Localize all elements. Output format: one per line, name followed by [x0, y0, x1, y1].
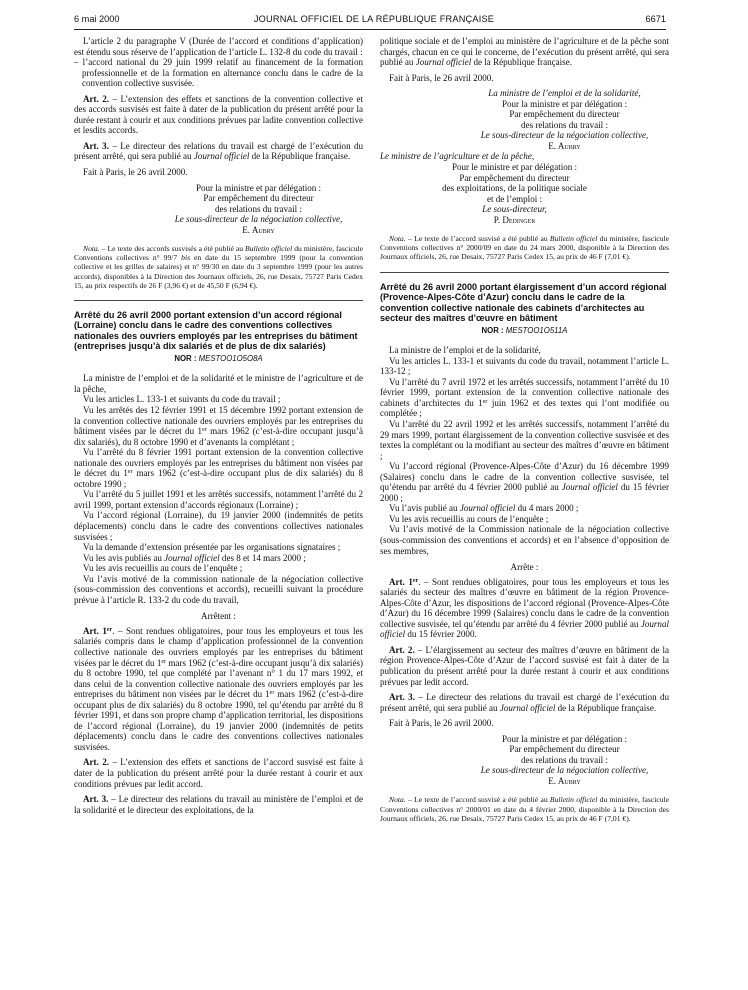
paragraph: Vu les articles L. 133-1 et suivants du code du travail ;	[83, 394, 281, 405]
signature-block	[380, 88, 669, 151]
nor-label: NOR :	[174, 353, 199, 363]
article-2	[74, 757, 363, 789]
journal-officiel-ref: Journal officiel	[164, 552, 220, 563]
arrete-heading: Arrête :	[510, 562, 539, 573]
paragraph	[74, 553, 363, 564]
superscript: er	[269, 690, 275, 697]
text: Vu l’arrêté du 7 avril 1972 et les arrêtés successifs, notamment l’arrêté du 10 février 1999, portant extension de la convention collective nationale des cabinets d’architectes du 1	[380, 376, 669, 408]
article-label: Art. 3.	[83, 794, 109, 805]
article-text: . – Sont rendues obligatoires, pour tous les employeurs et tous les salariés compris dans le champ d’application professionnel de la convention collective nationale des ouvriers employés par les entreprises du bâtiment visées par le décret du 1	[74, 625, 363, 668]
date-line: Fait à Paris, le 26 avril 2000.	[389, 72, 494, 83]
article-text: – L’extension des effets et sanctions de la convention collective et des accords susvisés est faite à dater de la publication du présent arrêté pour la durée restant à courir et aux conditions prévues par ladite convention collective et lesdits accords.	[74, 93, 363, 136]
article-label: Art. 2.	[83, 93, 110, 104]
nota-note	[380, 234, 669, 261]
arrete-title: Arrêté du 26 avril 2000 portant élargissement d’un accord régional (Provence-Alpes-Côte d’Azur) conclu dans le cadre de la convention collective nationale des cabinets d’architectes au secteur des maîtres d’œuvre en bâtiment	[380, 281, 667, 324]
signature-name: E. Aubry	[242, 224, 275, 235]
signature-line: des exploitations, de la politique sociale	[442, 183, 587, 194]
article-text: – Le directeur des relations du travail au ministère de l’emploi et de la solidarité et le directeur des exploitations, de la	[74, 794, 363, 815]
arrete-title: Arrêté du 26 avril 2000 portant extension d’un accord régional (Lorraine) conclu dans le cadre des conventions collectives nationales des ouvriers employés par les entreprises du bâtiment (entreprises jusqu’à dix salariés et de plus de dix salariés)	[74, 309, 358, 352]
text: des 8 et 14 mars 2000 ;	[219, 552, 306, 563]
journal-officiel-ref: Journal officiel	[561, 482, 618, 493]
paragraph	[74, 405, 363, 447]
article-text: – Le directeur des relations du travail est chargé de l’exécution du présent arrêté, qui sera publié au	[74, 140, 363, 162]
section-divider	[380, 272, 669, 273]
nota-text: – Le texte de l’accord susvisé a été publié au	[405, 795, 550, 805]
section-divider	[74, 300, 363, 301]
nor-reference	[380, 326, 669, 337]
paragraph: L’article 2 du paragraphe V (Durée de l’accord et conditions d’application) est étendu sous réserve de l’application de l’article L. 132-8 du code du travail :	[74, 36, 363, 57]
superscript: er	[161, 658, 167, 665]
text: politique sociale et de l’emploi au ministère de l’agriculture et de la pêche sont chargés, chacun en ce qui le concerne, de l’exécution du présent arrêté, qui sera publié au	[380, 36, 669, 68]
signature-title: La ministre de l’emploi et de la solidarité,	[488, 88, 641, 99]
signature-line: Par empêchement du directeur	[459, 172, 570, 183]
text: Vu l’avis publié au	[389, 503, 460, 514]
arretent-heading: Arrêtent :	[201, 611, 236, 622]
superscript: er	[127, 469, 133, 476]
article-text: du 15 février 2000.	[405, 629, 477, 640]
article-text: – L’élargissement au secteur des maîtres d’œuvre en bâtiment de la région Provence-Alpes-Côte d’Azur de l’accord susvisé est fait à dater de la publication du présent arrêté pour la durée restant à courir et aux conditions prévues par ledit accord.	[380, 644, 670, 687]
signature-line: des relations du travail :	[521, 119, 608, 130]
nota-label: Nota.	[389, 795, 406, 805]
superscript: er	[106, 626, 113, 633]
nor-reference	[74, 354, 363, 365]
article-text: de la République française.	[555, 702, 657, 713]
superscript: er	[482, 398, 488, 405]
text: Vu les arrêtés des 12 février 1991 et 15 décembre 1992 portant extension de la convention collective nationale des ouvriers employés par les entreprises du bâtiment visées par le décret du 1	[74, 404, 363, 437]
date-line: Fait à Paris, le 26 avril 2000.	[83, 167, 188, 178]
paragraph: Vu l’arrêté du 22 avril 1992 et les arrêtés successifs, notamment l’arrêté du 29 mars 1999, portant élargissement de la convention collective susvisée et des textes la complétant ou la modifiant au secteur des maîtres d’œuvre en bâtiment ;	[380, 418, 669, 461]
journal-officiel-ref: Journal officiel	[380, 618, 669, 640]
paragraph	[380, 503, 669, 514]
nor-value: MESTOO1O5O8A	[198, 353, 263, 363]
signature-title: Le sous-directeur de la négociation collective,	[480, 130, 649, 141]
text: de la République française.	[471, 57, 572, 68]
bulletin-ref: Bulletin officiel	[549, 234, 598, 244]
signature-title: Le sous-directeur de la négociation collective,	[480, 765, 649, 776]
signature-title: Le sous-directeur de la négociation collective,	[174, 214, 343, 225]
signature-line: Pour la ministre et par délégation :	[501, 98, 628, 109]
signature-block	[74, 183, 363, 236]
paragraph	[74, 447, 363, 489]
paragraph	[380, 377, 669, 419]
signature-line: Par empêchement du directeur	[509, 109, 620, 120]
paragraph: Vu l’accord régional (Lorraine), du 19 janvier 2000 (indemnités de petits déplacements) conclu dans le cadre des conventions collectives nationales susvisées ;	[74, 510, 363, 542]
nor-label: NOR :	[481, 325, 506, 335]
signature-name: E. Aubry	[548, 775, 581, 786]
text: Vu l’arrêté du 8 février 1991 portant extension de la convention collective nationale des ouvriers employés par les entreprises du bâtiment non visées par le décret du 1	[74, 447, 363, 479]
signature-line: Pour la ministre et par délégation :	[195, 182, 322, 193]
signature-title: Le ministre de l’agriculture et de la pêche,	[380, 151, 535, 162]
journal-officiel-ref: Journal officiel	[193, 151, 250, 162]
signature-line: et de l’emploi :	[486, 193, 543, 204]
right-column	[380, 36, 669, 823]
signature-line: Par empêchement du directeur	[203, 193, 314, 204]
signature-line: Pour la ministre et par délégation :	[501, 733, 628, 744]
paragraph	[380, 461, 669, 503]
header-date: 6 mai 2000	[74, 14, 120, 24]
article-label: Art. 2.	[83, 757, 109, 768]
article-text: de la République française.	[249, 151, 351, 162]
superscript: er	[202, 427, 207, 434]
left-column	[74, 36, 363, 815]
header-rule	[74, 29, 666, 30]
paragraph: La ministre de l’emploi et de la solidarité et le ministre de l’agriculture et de la pêche,	[74, 373, 363, 394]
paragraph: Vu la demande d’extension présentée par les organisations signataires ;	[83, 542, 341, 553]
nota-note	[74, 244, 363, 289]
nota-label: Nota.	[389, 234, 406, 244]
bulletin-ref: Bulletin officiel	[549, 795, 598, 805]
paragraph: Vu les avis recueillis au cours de l’enquête ;	[83, 563, 243, 574]
nota-text: en date du 15 septembre 1999 (pour la convention collective et les grilles de salaires) et n° 99/30 en date du 3 septembre 1999 (pour les autres accords), disponibles à la Direction des Journaux officiels, 26, rue Desaix, 75727 Paris Cedex 15, au prix respectifs de 26 F (3,96 €) et de 45,50 F (6,94 €).	[74, 253, 363, 290]
article-text: mars 1962 (c’est-à-dire occupant plus de dix salariés) du 8 octobre 1990, tel qu’étendu par arrêté du 8 février 1991, et dans son propre champ d’application territorial, les dispositions de l’accord régional (Lorraine), du 19 janvier 2000 (indemnités de petits déplacements) conclu dans le cadre des conventions collectives nationales susvisées.	[74, 689, 364, 752]
nota-text: du ministère, fascicule Conventions collectives n° 2000/09 en date du 24 mars 2000, disponible à la Direction des Journaux officiels, 26, rue Desaix, 75727 Paris Cedex 15, au prix de 46 F (7,01 €).	[380, 234, 669, 262]
nor-value: MESTOO1O511A	[505, 325, 568, 335]
article-1	[380, 577, 669, 640]
article-label: Art. 1	[389, 576, 413, 587]
article-2	[380, 645, 669, 687]
signature-line: Pour le ministre et par délégation :	[451, 162, 578, 173]
article-label: Art. 3.	[389, 692, 415, 703]
text: Vu les avis publiés au	[83, 552, 165, 563]
paragraph	[380, 36, 669, 68]
signature-block	[380, 151, 669, 225]
signature-name: E. Aubry	[548, 140, 581, 151]
header-page-number: 6671	[645, 14, 666, 24]
nota-text: du ministère, fascicule Conventions collectives n° 2000/01 en date du 4 février 2000, disponible à la Direction des Journaux officiels, 26, rue Desaix, 75727 Paris Cedex 15, au prix de 46 F (7,01 €).	[380, 795, 669, 823]
article-text: – Le directeur des relations du travail est chargé de l’exécution du présent arrêté, qui sera publié au	[380, 692, 669, 713]
paragraph: Vu l’avis motivé de la Commission nationale de la négociation collective (sous-commission des conventions et accords) et en l’absence d’opposition de ses membres,	[380, 524, 669, 556]
bulletin-ref: Bulletin officiel	[245, 244, 293, 254]
article-text: . – Sont rendues obligatoires, pour tous les employeurs et tous les salariés du secteur des maîtres d’œuvre en bâtiment de la région Provence-Alpes-Côte d’Azur, les dispositions de l’accord régional (Provence-Alpes-Côte d’Azur) du 16 décembre 1999 (Salaires) conclu dans le cadre de la convention collective susvisée, tel qu’étendu par arrêté du 4 février 2000 publié au	[380, 576, 669, 629]
nota-text: – Le texte de l’accord susvisé a été publié au	[405, 234, 550, 244]
article-text: mars 1962 (c’est-à-dire occupant jusqu’à dix salariés) du 8 octobre 1990, tel que complété par l’avenant n° 1 du 17 mars 1992, et dans celui de la convention collective nationale des ouvriers employés par les entreprises du bâtiment non visées par le décret du 1	[74, 657, 363, 700]
signature-line: des relations du travail :	[521, 754, 608, 765]
nota-text: du ministère, fascicule Conventions collectives n° 99/7	[74, 244, 363, 263]
signature-line: des relations du travail :	[215, 203, 302, 214]
article-3	[74, 794, 363, 815]
nota-label: Nota.	[83, 244, 100, 254]
list-item: – l’accord national du 29 juin 1999 relatif au financement de la formation professionnelle et de la formation en alternance conclu dans le cadre de la convention collective susvisée.	[74, 57, 363, 89]
paragraph: Vu les articles L. 133-1 et suivants du code du travail, notamment l’article L. 133-12 ;	[380, 355, 669, 377]
article-label: Art. 2.	[389, 644, 415, 655]
nota-note	[380, 795, 669, 822]
superscript: er	[412, 577, 419, 584]
signature-title: Le sous-directeur,	[482, 204, 547, 215]
paragraph: La ministre de l’emploi et de la solidarité,	[389, 345, 541, 356]
journal-officiel-ref: Journal officiel	[499, 702, 556, 713]
paragraph: Vu l’arrêté du 5 juillet 1991 et les arrêtés successifs, notamment l’arrêté du 2 avril 1999, portant extension d’accords régionaux (Lorraine) ;	[74, 489, 363, 510]
text: mars 1962 (c’est-à-dire occupant jusqu’à dix salariés), du 8 octobre 1990 et d’avenants la complétant ;	[74, 426, 363, 447]
article-text: – L’extension des effets et sanctions de l’accord susvisé est faite à dater de la publication du présent arrêté pour la durée restant à courir et aux conditions prévues par ledit accord.	[74, 757, 363, 789]
article-2	[74, 94, 363, 136]
text: du 4 mars 2000 ;	[515, 503, 579, 514]
article-label: Art. 3.	[83, 140, 109, 151]
article-3	[74, 141, 363, 162]
article-label: Art. 1	[83, 625, 107, 636]
article-1	[74, 626, 363, 753]
bis-text: bis	[181, 253, 191, 263]
text: du 15 février 2000 ;	[380, 482, 669, 503]
text: juin 1962 et des textes qui l’ont modifiée ou complétée ;	[380, 397, 670, 419]
text: Vu l’accord régional (Provence-Alpes-Côte d’Azur) du 16 décembre 1999 (Salaires) conclu dans le cadre de la convention collective susvisée, tel qu’étendu par arrêté du 4 février 2000 publié au	[380, 461, 669, 493]
nota-text: – Le texte des accords susvisés a été publié au	[99, 244, 246, 254]
journal-officiel-ref: Journal officiel	[459, 503, 516, 514]
paragraph: Vu les avis recueillis au cours de l’enquête ;	[389, 513, 549, 524]
text: mars 1962 (c’est-à-dire occupant plus de dix salariés) du 8 octobre 1990 ;	[74, 468, 363, 489]
signature-block	[380, 734, 669, 787]
signature-name: P. Dedinger	[493, 214, 536, 225]
journal-officiel-ref: Journal officiel	[415, 57, 472, 68]
date-line: Fait à Paris, le 26 avril 2000.	[389, 718, 494, 729]
paragraph: Vu l’avis motivé de la commission nationale de la négociation collective (sous-commission des conventions et accords), recueilli suivant la procédure prévue à l’article R. 133-2 du code du travail,	[74, 573, 363, 605]
article-3	[380, 692, 669, 713]
header-title: JOURNAL OFFICIEL DE LA RÉPUBLIQUE FRANÇAISE	[253, 14, 495, 24]
signature-line: Par empêchement du directeur	[509, 744, 620, 755]
